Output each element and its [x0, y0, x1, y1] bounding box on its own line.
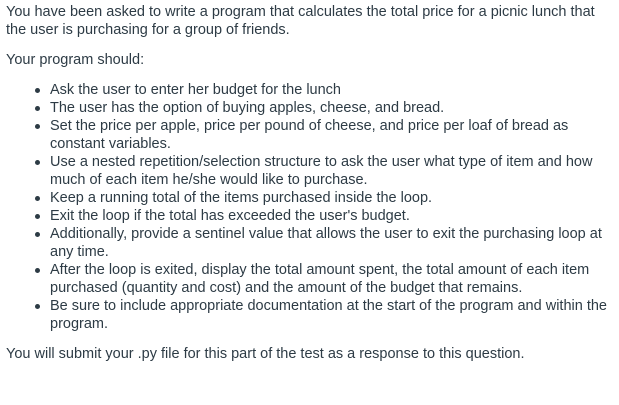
requirements-heading: Your program should: — [6, 52, 145, 68]
requirement-item: Use a nested repetition/selection structure to ask the user what type of item and how much of each item he/she would like to purchase. — [50, 153, 613, 189]
requirement-item: The user has the option of buying apples, cheese, and bread. — [50, 99, 613, 117]
requirement-item: Exit the loop if the total has exceeded the user's budget. — [50, 207, 613, 225]
requirement-item: Additionally, provide a sentinel value that allows the user to exit the purchasing loop at any time. — [50, 225, 613, 261]
intro-paragraph: You have been asked to write a program that calculates the total price for a picnic lunch that the user is purchasing for a group of friends. — [6, 4, 595, 38]
requirement-item: Ask the user to enter her budget for the lunch — [50, 81, 613, 99]
submission-note: You will submit your .py file for this part of the test as a response to this question. — [6, 346, 525, 362]
requirements-list — [6, 81, 613, 333]
requirement-item: After the loop is exited, display the total amount spent, the total amount of each item purchased (quantity and cost) and the amount of the budget that remains. — [50, 261, 613, 297]
requirement-item: Be sure to include appropriate documentation at the start of the program and within the program. — [50, 297, 613, 333]
requirement-item: Set the price per apple, price per pound of cheese, and price per loaf of bread as constant variables. — [50, 117, 613, 153]
requirement-item: Keep a running total of the items purchased inside the loop. — [50, 189, 613, 207]
